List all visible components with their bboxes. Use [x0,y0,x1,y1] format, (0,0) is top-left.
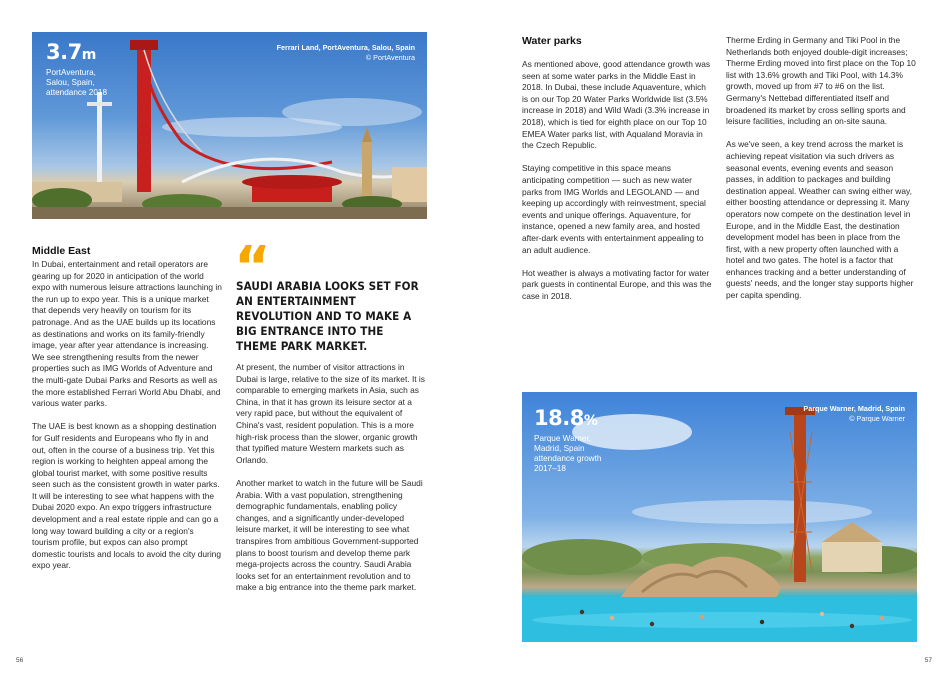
paragraph: As we've seen, a key trend across the market is achieving repeat visitation via such drivers as seasonal events, evening events and season passes, in addition to packages and building destination appeal. Weather can swing either way, either boosting attendance or depressing it. Many operators now compete on the destination level in Europe, and in the Middle East, the destination development model has been in place from the first, with a new property often launched with a hotel and two gates. The hotel is a factor that enhances tracking and a better understanding of guests' needs, and the longer stay supports higher per capita spending. [726,139,914,301]
stat-caption-line: attendance 2018 [46,88,108,97]
photo-credit [277,43,415,63]
paragraph: Hot weather is always a motivating factor for water park guests in continental Europe, and this was the case in 2018. [522,267,712,301]
stat-caption-line: Salou, Spain, [46,78,95,87]
photo-copyright: © PortAventura [365,53,415,62]
attendance-stat [46,40,107,98]
paragraph: As mentioned above, good attendance growth was seen at some water parks in the Middle East in 2018. In Dubai, these include Aquaventure, which is on our Top 20 Water Parks Worldwide list (3.5% increase in 2018) and Wild Wadi (3.3% increase in 2018), which is tied for eighth place on our Top 10 EMEA Water parks list, with Aqualand Moravia in the Czech Republic. [522,59,711,151]
stat-caption-line: PortAventura, [46,68,96,77]
water-parks-column-2 [726,35,918,313]
stat-caption-line: Parque Warner, [534,434,592,443]
stat-caption-line: Madrid, Spain [534,444,585,453]
water-parks-column-1 [522,59,714,314]
stat-unit: m [81,47,96,63]
paragraph: Another market to watch in the future will be Saudi Arabia. With a vast population, strengthening demographic fundamentals, enabling policy changes, and a significantly under-developed leisure market, it will be interesting to see what transpires from ambitious Government-supported plans to boost tourism and develop theme park mega-projects across the country. Saudi Arabia looks set for an entertainment revolution and to make a big entrance into the theme park market. [236,477,423,593]
stat-number: 3.7 [46,40,82,64]
photo-location: Parque Warner, Madrid, Spain [803,404,905,413]
page-number-left: 56 [16,657,24,664]
photo-location: Ferrari Land, PortAventura, Salou, Spain [276,43,415,52]
stat-caption [534,434,601,474]
parque-warner-photo [522,392,917,642]
stat-caption-line: 2017–18 [534,464,566,473]
stat-value [534,406,601,430]
stat-caption [46,68,107,98]
attendance-growth-stat [534,406,601,474]
stat-value [46,40,107,64]
paragraph: In Dubai, entertainment and retail operators are gearing up for 2020 in anticipation of the world expo with numerous leisure attractions launching in the run up to expo year. This is a unique market that depends very heavily on tourism for its patronage. And as the UAE builds up its locations as destinations and works on its family-friendly image, year after year attendance is increasing. We see strengthening results from the newer properties such as IMG Worlds of Adventure and the multi-gate Dubai Parks and Resorts as well as the more established Ferrari World Abu Dhabi, and various water parks. [32,259,222,409]
photo-copyright: © Parque Warner [849,414,905,423]
photo-credit [803,404,905,424]
stat-unit: % [583,413,598,429]
quote-mark-icon: “ [234,235,271,300]
page-number-right: 57 [924,657,932,664]
paragraph: Staying competitive in this space means anticipating competition — such as new water parks from IMG Worlds and LEGOLAND — and keeping up accordingly with reinvestment, special events and unique offerings. Aquaventure, for instance, opened a new family area, and hosted after-dark events with entertainment appealing to an adult audience. [522,163,706,255]
section-title-middle-east: Middle East [32,245,91,257]
middle-east-column-2 [236,362,426,605]
paragraph: At present, the number of visitor attractions in Dubai is large, relative to the size of its market. It is comparable to emerging markets in Asia, such as China, in that it has grown its leisure sector at a very rapid pace, but without the equivalent of China's vast, resident population. This is a more high-risk process than the slower, organic growth that typified mature Western markets such as Orlando. [236,362,425,465]
middle-east-column-1 [32,259,222,584]
paragraph: The UAE is best known as a shopping destination for Gulf residents and Europeans who fly in and out, often in the course of a business trip. Yet this region is working to heighten appeal among the global tourist market, with some positive results seen such as the consistent growth in water parks. It will be interesting to see what happens with the Dubai 2020 expo. An expo triggers infrastructure development and a real estate ripple and can go a long way toward building a city or a region's tourism profile, but expos can also prompt domestic tourists and locals to avoid the city during expo year. [32,421,221,571]
ferrari-land-photo [32,32,427,219]
section-title-water-parks: Water parks [522,35,582,47]
stat-caption-line: attendance growth [534,454,602,463]
pull-quote: SAUDI ARABIA LOOKS SET FOR AN ENTERTAINMENT REVOLUTION AND TO MAKE A BIG ENTRANCE INTO THE THEME PARK MARKET. [236,279,419,353]
stat-number: 18.8 [534,406,584,430]
paragraph: Therme Erding in Germany and Tiki Pool in the Netherlands both enjoyed double-digit increases; Therme Erding moved into first place on the Top 10 list with 13.6% growth and Tiki Pool, with 14.3% growth, moved up from #7 to #6 on the list. Germany's Nettebad differentiated itself and broadened its market by cross selling sports and leisure facilities, including an on-site sauna. [726,35,916,127]
